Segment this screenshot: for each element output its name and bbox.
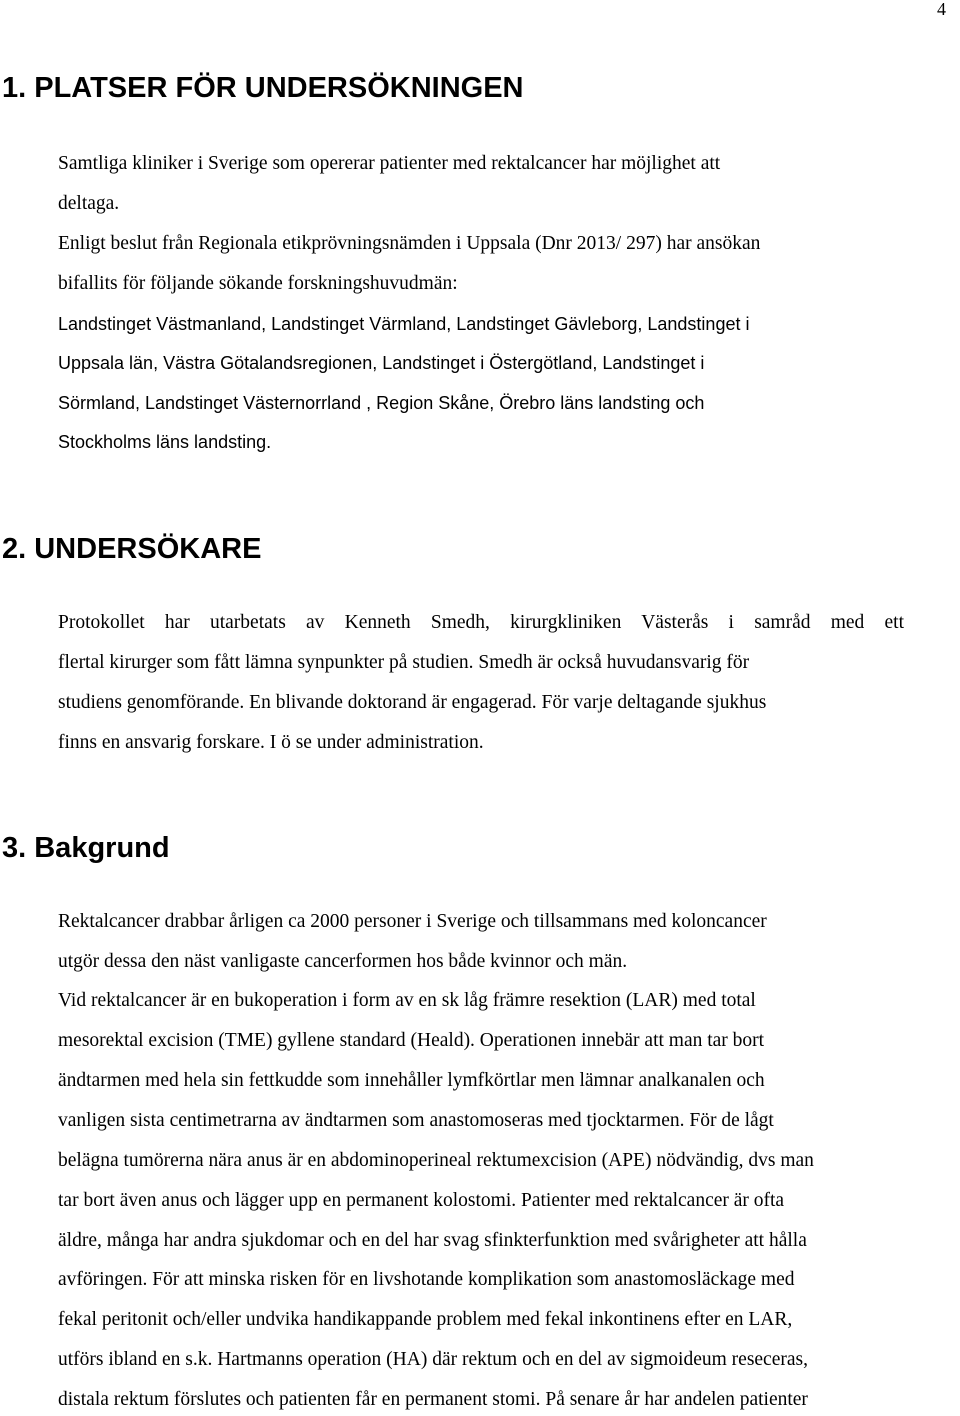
section-2-line: Protokollet har utarbetats av Kenneth Smedh, kirurgkliniken Västerås i samråd med ett <box>58 612 904 633</box>
section-3-line: distala rektum förslutes och patienten får en permanent stomi. På senare år har andelen patienter <box>58 1389 808 1410</box>
section-3-line: ändtarmen med hela sin fettkudde som innehåller lymfkörtlar men lämnar analkanalen och <box>58 1070 765 1091</box>
section-1-line: Sörmland, Landstinget Västernorrland , Region Skåne, Örebro läns landsting och <box>58 393 705 413</box>
page-number: 4 <box>937 0 946 19</box>
section-3-line: mesorektal excision (TME) gyllene standard (Heald). Operationen innebär att man tar bort <box>58 1030 765 1051</box>
section-1-line: Landstinget Västmanland, Landstinget Värmland, Landstinget Gävleborg, Landstinget i <box>58 314 750 334</box>
section-1-line: bifallits för följande sökande forskningshuvudmän: <box>58 273 458 294</box>
section-1-line: Uppsala län, Västra Götalandsregionen, Landstinget i Östergötland, Landstinget i <box>58 353 705 373</box>
section-2-line: studiens genomförande. En blivande doktorand är engagerad. För varje deltagande sjukhus <box>58 692 767 713</box>
section-3-line: Rektalcancer drabbar årligen ca 2000 personer i Sverige och tillsammans med koloncancer <box>58 911 767 932</box>
section-2-line: flertal kirurger som fått lämna synpunkter på studien. Smedh är också huvudansvarig för <box>58 652 750 673</box>
section-3-line: vanligen sista centimetrarna av ändtarmen som anastomoseras med tjocktarmen. För de lågt <box>58 1110 774 1131</box>
section-1-line: Stockholms läns landsting. <box>58 432 272 452</box>
section-3-line: tar bort även anus och lägger upp en permanent kolostomi. Patienter med rektalcancer är ofta <box>58 1190 785 1211</box>
section-3-line: äldre, många har andra sjukdomar och en del har svag sfinkterfunktion med svårigheter att hålla <box>58 1230 807 1251</box>
section-1-line: Enligt beslut från Regionala etikprövningsnämden i Uppsala (Dnr 2013/ 297) har ansökan <box>58 233 761 254</box>
section-3-line: belägna tumörerna nära anus är en abdominoperineal rektumexcision (APE) nödvändig, dvs man <box>58 1150 814 1171</box>
section-3-line: utförs ibland en s.k. Hartmanns operation (HA) där rektum och en del av sigmoideum reseceras, <box>58 1349 808 1370</box>
section-2-heading: 2. UNDERSÖKARE <box>2 533 262 565</box>
section-1-line: deltaga. <box>58 193 120 214</box>
section-1-line: Samtliga kliniker i Sverige som opererar patienter med rektalcancer har möjlighet att <box>58 153 721 174</box>
section-1-heading: 1. PLATSER FÖR UNDERSÖKNINGEN <box>2 72 524 104</box>
section-3-line: utgör dessa den näst vanligaste cancerformen hos både kvinnor och män. <box>58 951 628 972</box>
section-2-line: finns en ansvarig forskare. I ö se under administration. <box>58 732 484 753</box>
section-3-heading: 3. Bakgrund <box>2 832 170 864</box>
section-3-line: avföringen. För att minska risken för en livshotande komplikation som anastomosläckage med <box>58 1269 795 1290</box>
section-3-line: fekal peritonit och/eller undvika handikappande problem med fekal inkontinens efter en LAR, <box>58 1309 793 1330</box>
section-3-line: Vid rektalcancer är en bukoperation i form av en sk låg främre resektion (LAR) med total <box>58 990 756 1011</box>
